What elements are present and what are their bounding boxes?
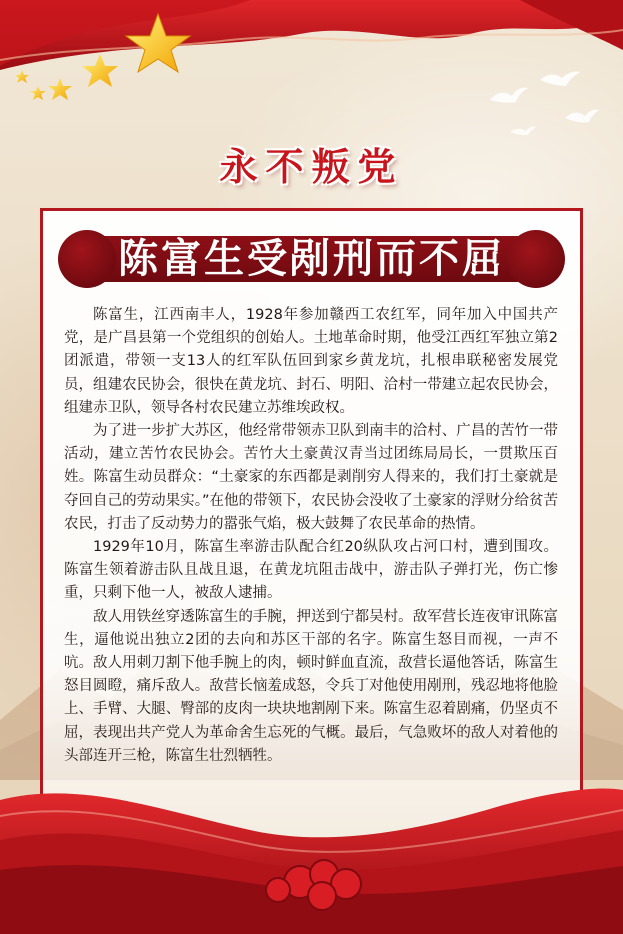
star-icon [82, 54, 118, 87]
poster-title: 陈富生受剐刑而不屈 [118, 236, 505, 282]
star-icon [15, 70, 29, 83]
star-icon [30, 86, 46, 100]
story-text [64, 304, 558, 768]
slogan: 永不叛党 [219, 144, 404, 189]
paragraph: 为了进一步扩大苏区，他经常带领赤卫队到南丰的洽村、广昌的苦竹一带活动，建立苦竹农民协会。苦竹大土豪黄汉青当过团练局局长，一贯欺压百姓。陈富生动员群众：“土豪家的东西都是剥削穷人得来的，我们打土豪就是夺回自己的劳动果实。”在他的带领下，农民协会没收了土豪家的浮财分给贫苦农民，打击了反动势力的嚣张气焰，极大鼓舞了农民革命的热情。 [64, 423, 558, 532]
paragraph: 1929年10月，陈富生率游击队配合红20纵队攻占河口村，遭到围攻。陈富生领着游击队且战且退，在黄龙坑阻击战中，游击队子弹打光，伤亡惨重，只剩下他一人，被敌人逮捕。 [64, 539, 558, 602]
paragraph: 陈富生，江西南丰人，1928年参加赣西工农红军，同年加入中国共产党，是广昌县第一个党组织的创始人。土地革命时期，他受江西红军独立第2团派遣，带领一支13人的红军队伍回到家乡黄龙坑，扎根串联秘密发展党员，组建农民协会，很快在黄龙坑、封石、明阳、洽村一带建立起农民协会，组建赤卫队，领导各村农民建立苏维埃政权。 [64, 307, 558, 416]
paragraph: 敌人用铁丝穿透陈富生的手腕，押送到宁都吴村。敌军营长连夜审讯陈富生，逼他说出独立2团的去向和苏区干部的名字。陈富生怒目而视，一声不吭。敌人用刺刀割下他手腕上的肉，顿时鲜血直流，敌营长逼他答话，陈富生怒目圆瞪，痛斥敌人。敌营长恼羞成怒，令兵丁对他使用剐刑，残忍地将他脸上、手臂、大腿、臀部的皮肉一块块地割剐下来。陈富生忍着剧痛，仍坚贞不屈，表现出共产党人为革命舍生忘死的气概。最后，气急败坏的敌人对着他的头部连开三枪，陈富生壮烈牺牲。 [64, 608, 558, 764]
bottom-red-ribbon [0, 770, 623, 934]
star-icon [48, 78, 72, 100]
title-banner [58, 230, 565, 288]
